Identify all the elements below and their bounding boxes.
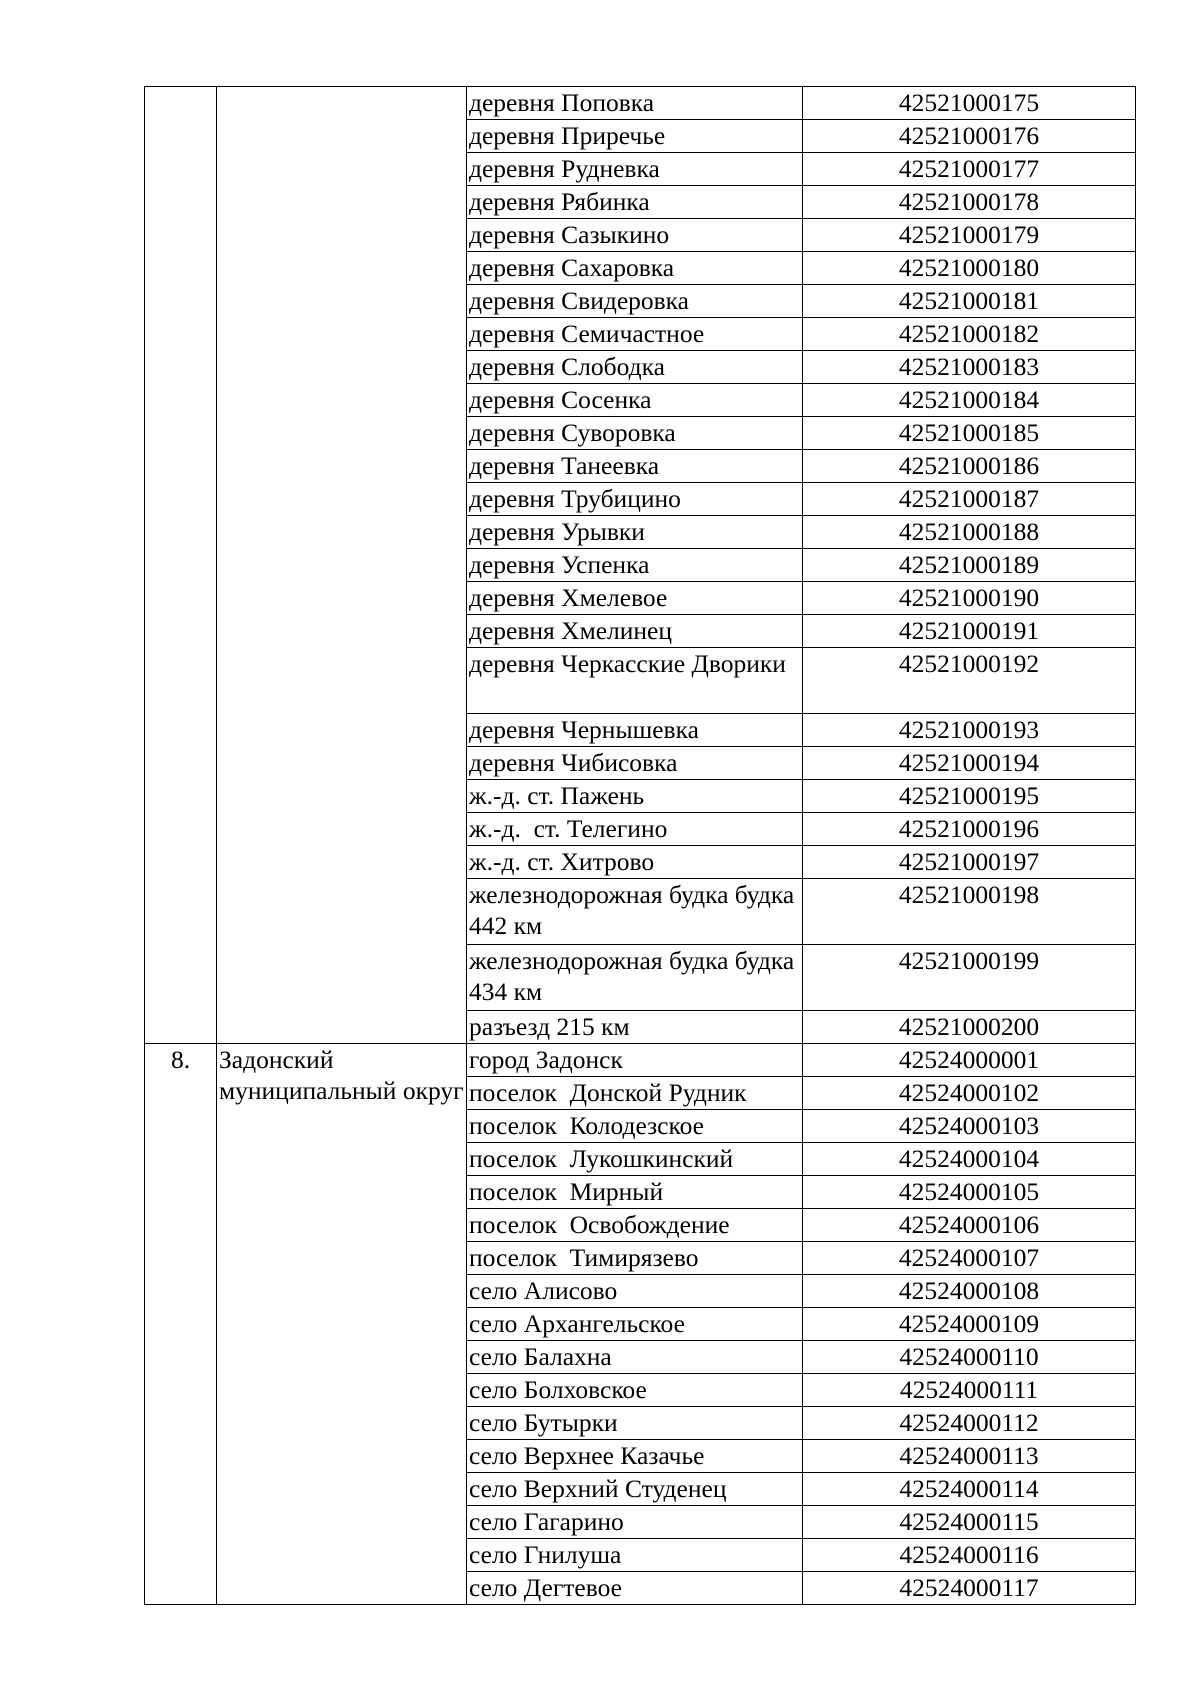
district-name-cell: [217, 87, 467, 1044]
settlement-name-cell: село Гнилуша: [467, 1539, 803, 1572]
settlement-name-cell: деревня Танеевка: [467, 450, 803, 483]
settlement-name-cell: железнодорожная будка будка 442 км: [467, 879, 803, 945]
settlement-name-cell: деревня Успенка: [467, 549, 803, 582]
oktmo-code-cell: 42524000109: [803, 1308, 1136, 1341]
settlement-name-cell: деревня Суворовка: [467, 417, 803, 450]
oktmo-code-cell: 42524000114: [803, 1473, 1136, 1506]
oktmo-code-cell: 42521000197: [803, 846, 1136, 879]
oktmo-code-cell: 42524000111: [803, 1374, 1136, 1407]
settlement-name-cell: деревня Черкасские Дворики: [467, 648, 803, 714]
oktmo-code-cell: 42521000177: [803, 153, 1136, 186]
oktmo-code-cell: 42524000104: [803, 1143, 1136, 1176]
settlement-name-cell: поселок Мирный: [467, 1176, 803, 1209]
settlement-name-cell: деревня Поповка: [467, 87, 803, 120]
oktmo-code-cell: 42521000176: [803, 120, 1136, 153]
settlement-name-cell: село Болховское: [467, 1374, 803, 1407]
settlement-name-cell: деревня Слободка: [467, 351, 803, 384]
oktmo-code-cell: 42524000112: [803, 1407, 1136, 1440]
table-row: [145, 1044, 1136, 1077]
settlement-name-cell: село Алисово: [467, 1275, 803, 1308]
settlement-name-cell: железнодорожная будка будка 434 км: [467, 945, 803, 1011]
settlements-table: [144, 86, 1136, 1605]
settlement-name-cell: деревня Рябинка: [467, 186, 803, 219]
settlement-name-cell: деревня Чибисовка: [467, 747, 803, 780]
oktmo-code-cell: 42524000110: [803, 1341, 1136, 1374]
settlement-name-cell: поселок Колодезское: [467, 1110, 803, 1143]
oktmo-code-cell: 42521000195: [803, 780, 1136, 813]
settlement-name-cell: поселок Тимирязево: [467, 1242, 803, 1275]
oktmo-code-cell: 42521000186: [803, 450, 1136, 483]
oktmo-code-cell: 42524000115: [803, 1506, 1136, 1539]
settlement-name-cell: деревня Урывки: [467, 516, 803, 549]
settlement-name-cell: поселок Лукошкинский: [467, 1143, 803, 1176]
settlement-name-cell: деревня Свидеровка: [467, 285, 803, 318]
settlement-name-cell: ж.-д. ст. Пажень: [467, 780, 803, 813]
oktmo-code-cell: 42521000184: [803, 384, 1136, 417]
oktmo-code-cell: 42524000105: [803, 1176, 1136, 1209]
settlement-name-cell: деревня Хмелевое: [467, 582, 803, 615]
oktmo-code-cell: 42524000102: [803, 1077, 1136, 1110]
oktmo-code-cell: 42521000179: [803, 219, 1136, 252]
settlement-name-cell: село Балахна: [467, 1341, 803, 1374]
settlement-name-cell: деревня Сахаровка: [467, 252, 803, 285]
oktmo-code-cell: 42521000193: [803, 714, 1136, 747]
settlement-name-cell: деревня Хмелинец: [467, 615, 803, 648]
settlement-name-cell: село Архангельское: [467, 1308, 803, 1341]
settlement-name-cell: деревня Сосенка: [467, 384, 803, 417]
district-name-cell: Задонский муниципальный округ: [217, 1044, 467, 1605]
settlement-name-cell: поселок Донской Рудник: [467, 1077, 803, 1110]
section-number-cell: [145, 87, 217, 1044]
settlement-name-cell: деревня Рудневка: [467, 153, 803, 186]
oktmo-code-cell: 42521000199: [803, 945, 1136, 1011]
oktmo-code-cell: 42521000188: [803, 516, 1136, 549]
settlement-name-cell: деревня Сазыкино: [467, 219, 803, 252]
settlement-name-cell: село Бутырки: [467, 1407, 803, 1440]
oktmo-code-cell: 42521000191: [803, 615, 1136, 648]
oktmo-code-cell: 42521000187: [803, 483, 1136, 516]
oktmo-code-cell: 42521000200: [803, 1011, 1136, 1044]
oktmo-code-cell: 42524000117: [803, 1572, 1136, 1605]
settlement-name-cell: город Задонск: [467, 1044, 803, 1077]
settlement-name-cell: село Верхний Студенец: [467, 1473, 803, 1506]
table-row: [145, 87, 1136, 120]
settlement-name-cell: ж.-д. ст. Хитрово: [467, 846, 803, 879]
section-number-cell: 8.: [145, 1044, 217, 1605]
oktmo-code-cell: 42521000175: [803, 87, 1136, 120]
settlement-name-cell: деревня Семичастное: [467, 318, 803, 351]
settlement-name-cell: деревня Чернышевка: [467, 714, 803, 747]
oktmo-code-cell: 42524000116: [803, 1539, 1136, 1572]
settlement-name-cell: деревня Приречье: [467, 120, 803, 153]
oktmo-code-cell: 42521000190: [803, 582, 1136, 615]
oktmo-code-cell: 42521000192: [803, 648, 1136, 714]
oktmo-code-cell: 42524000106: [803, 1209, 1136, 1242]
settlements-table-body: [145, 87, 1136, 1605]
oktmo-code-cell: 42521000180: [803, 252, 1136, 285]
oktmo-code-cell: 42524000107: [803, 1242, 1136, 1275]
settlement-name-cell: поселок Освобождение: [467, 1209, 803, 1242]
oktmo-code-cell: 42524000001: [803, 1044, 1136, 1077]
settlement-name-cell: село Верхнее Казачье: [467, 1440, 803, 1473]
oktmo-code-cell: 42521000194: [803, 747, 1136, 780]
settlement-name-cell: разъезд 215 км: [467, 1011, 803, 1044]
oktmo-code-cell: 42521000185: [803, 417, 1136, 450]
oktmo-code-cell: 42521000181: [803, 285, 1136, 318]
oktmo-code-cell: 42521000178: [803, 186, 1136, 219]
oktmo-code-cell: 42521000183: [803, 351, 1136, 384]
oktmo-code-cell: 42521000182: [803, 318, 1136, 351]
oktmo-code-cell: 42524000103: [803, 1110, 1136, 1143]
oktmo-code-cell: 42524000108: [803, 1275, 1136, 1308]
settlement-name-cell: село Гагарино: [467, 1506, 803, 1539]
oktmo-code-cell: 42521000198: [803, 879, 1136, 945]
oktmo-code-cell: 42521000189: [803, 549, 1136, 582]
settlement-name-cell: село Дегтевое: [467, 1572, 803, 1605]
oktmo-code-cell: 42521000196: [803, 813, 1136, 846]
settlement-name-cell: ж.-д. ст. Телегино: [467, 813, 803, 846]
settlement-name-cell: деревня Трубицино: [467, 483, 803, 516]
oktmo-code-cell: 42524000113: [803, 1440, 1136, 1473]
